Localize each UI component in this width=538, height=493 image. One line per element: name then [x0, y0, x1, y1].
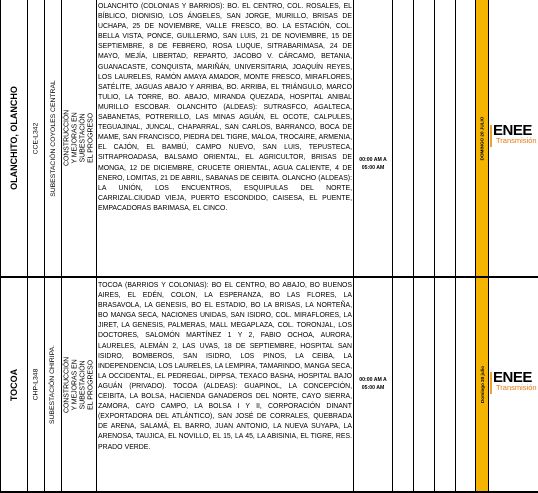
substation-cell	[45, 278, 61, 491]
affected-areas: TOCOA (BARRIOS Y COLONIAS): BO EL CENTRO, BO ABAJO, BO BUENOS AIRES, EL EDÉN, COLON, LA ESPERANZA, BO LAS FLORES, LA BRASAVOLA, LA GENESIS, BO EL ESTADIO, BO LA BRISAS, LA NORTEÑA, BO MANGA SECA, NACIONES UNIDAS, SAN ISIDRO, COL. MIRAFLORES, LA JIRET, LA GENESIS, PALMERAS, MALL MEGAPLAZA, COL. TORONJAL, LOS DOCTORES, SALOMÓN MARTÍNEZ 1 Y 2, FABIO OCHOA, AURORA, LAURELES, ALEMÁN 2, LAS UVAS, 18 DE SEPTIEMBRE, HOSPITAL SAN ISIDRO, BOMBEROS, SAN ISIDRO, LOS PINOS, LA CEIBA, LA INDEPENDENCIA, LOS LAURELES, LA LEMPIRA, TAMARINDO, MANGA SECA, LA OCCIDENTAL, EL PEDREGAL, DIPPSA, TEXACO BASHA, HOSPITAL BAJO AGUÁN (PRIVADO). TOCOA (ALDEAS): GUAPINOL, LA CONCEPCIÓN, CEIBITA, LA BOLSA, HACIENDA GANADEROS DEL NORTE, CAYO SIERRA, ZAMORA, CAYO CAMPO, LA BOLSA I Y II, CORPORACIÓN DINANT (EXPORTADORA DEL ATLÁNTICO), SAN JOSÉ DE CORRALES, QUEBRADA DE ARENA, SALAMÁ, EL BARRO, JUAN ANTONIO, LA NUEVA SUYAPA, LA ARENOSA, TAUJICA, EL NOVILLO, EL 15, LA 45, LA ABISINIA, EL TIGRE, RES. PRADO VERDE.	[98, 282, 352, 451]
grid-line	[488, 0, 489, 493]
circuit-cell	[28, 278, 44, 491]
grid-line	[455, 0, 456, 493]
work-cell	[62, 278, 96, 491]
outage-time: 00:00 AM A 05:00 AM	[359, 377, 387, 391]
logo-subtitle: Transmisión	[496, 136, 537, 145]
substation-cell	[45, 0, 61, 276]
grid-line	[392, 0, 393, 493]
logo-mark-icon	[490, 372, 492, 394]
logo-mark-icon	[490, 125, 492, 147]
substation-name: SUBESTACIÓN COYOLES CENTRAL	[49, 79, 57, 197]
substation-name: SUBESTACIÓN CHIRIPA.	[49, 344, 57, 425]
outage-date: DOMINGO 20 JULIO	[479, 116, 485, 160]
logo-word: ENEE	[493, 122, 532, 139]
outage-date: Domingo 20 julio	[479, 365, 485, 404]
circuit-code: CHP-L348	[32, 368, 40, 401]
enee-logo	[490, 122, 538, 149]
zone-name: OLANCHITO, OLANCHO	[9, 86, 19, 190]
date-cell	[476, 278, 488, 491]
zone-name: TOCOA	[9, 368, 19, 401]
enee-logo	[490, 369, 538, 396]
grid-line	[96, 0, 97, 493]
logo-subtitle: Transmisión	[496, 383, 537, 392]
logo-word: ENEE	[493, 369, 532, 386]
outage-time: 00:00 AM A 05:00 AM	[359, 157, 387, 171]
work-cell	[62, 0, 96, 276]
date-cell	[476, 0, 488, 276]
grid-line	[413, 0, 414, 493]
work-description: CONSTRUCCIÓN Y MEJORAS EN SUBESTACIÓN EL PROGRESO	[63, 109, 94, 167]
zone-cell	[1, 278, 27, 491]
work-description: CONSTRUCCIÓN Y MEJORAS EN SUBESTACIÓN EL PROGRESO	[63, 356, 94, 413]
grid-line	[434, 0, 435, 493]
affected-areas: OLANCHITO (COLONIAS Y BARRIOS): BO. EL CENTRO, COL. ROSALES, EL BÍBLICO, DIONISIO, LOS ÁNGELES, SAN JORGE, MURILLO, BRISAS DE UCHAPA, 25 DE NOVIEMBRE, VALLE FRESCO, BO. LA ESTACIÓN, COL. BELLA VISTA, PONCE, GUILLERMO, SAN LUIS, 21 DE NOVIEMBRE, 15 DE SEPTIEMBRE, 8 DE FEBRERO, ROSA LUQUE, SITRABARIMASA, 24 DE MAYO, MEJÍA, LIBERTAD, REPARTO, JACOBO V. CÁRCAMO, BETANIA, GUANACASTE, CONQUISTA, MARIÑÁN, UNIVERSITARIA, JOAQUÍN REYES, LOS LAURELES, RAMÓN AMAYA AMADOR, MONTE FRESCO, MIRAFLORES, SATÉLITE, JAGUAS ABAJO Y ARRIBA, BO. ARRIBA, EL TRIÁNGULO, MARCO TULIO, LA TORRE, BO. ABAJO, MIRANDA QUEZADA, HOSPITAL ANIBAL MURILLO ESCOBAR. OLANCHITO (ALDEAS): SUTRASFCO, AGALTECA, SABANETAS, POTRERILLO, LAS MINAS AGUÁN, EL OCOTE, CALPULES, TEGUAJINAL, JUNCAL, CHAPARRAL, SAN CARLOS, BARRANCO, BOCA DE MAME, SAN FRANCISCO, PIEDRA DEL TIGRE, MALOA, TROCAIRE, ARMENIA, EL CAJÓN, EL BAMBÚ, CAMPO NUEVO, SAN LUIS, TEPUSTECA, SITRAPROADASA, BALSAMO ORIENTAL, EL AGRICULTOR, BRISAS DE MONGA, 12 DE DICIEMBRE, CRUCETE ORIENTAL, AGUA CALIENTE, 4 DE ENERO, LOMITAS, 21 DE ABRIL, SABANAS DE CEIBITA. OLANCHO (ALDEAS): LA UNIÓN, LOS ENCUENTROS, ESQUIPULAS DEL NORTE, CARRIZAL.CIUDAD VIEJA, PUERTO ESCONDIDO, CAISESA, EL PUENTE, EMPACADORAS BARIMASA, EL CINCO.	[98, 3, 352, 212]
grid-line	[353, 0, 354, 493]
circuit-code: CCE-L342	[32, 122, 40, 154]
zone-cell	[1, 0, 27, 276]
circuit-cell	[28, 0, 44, 276]
